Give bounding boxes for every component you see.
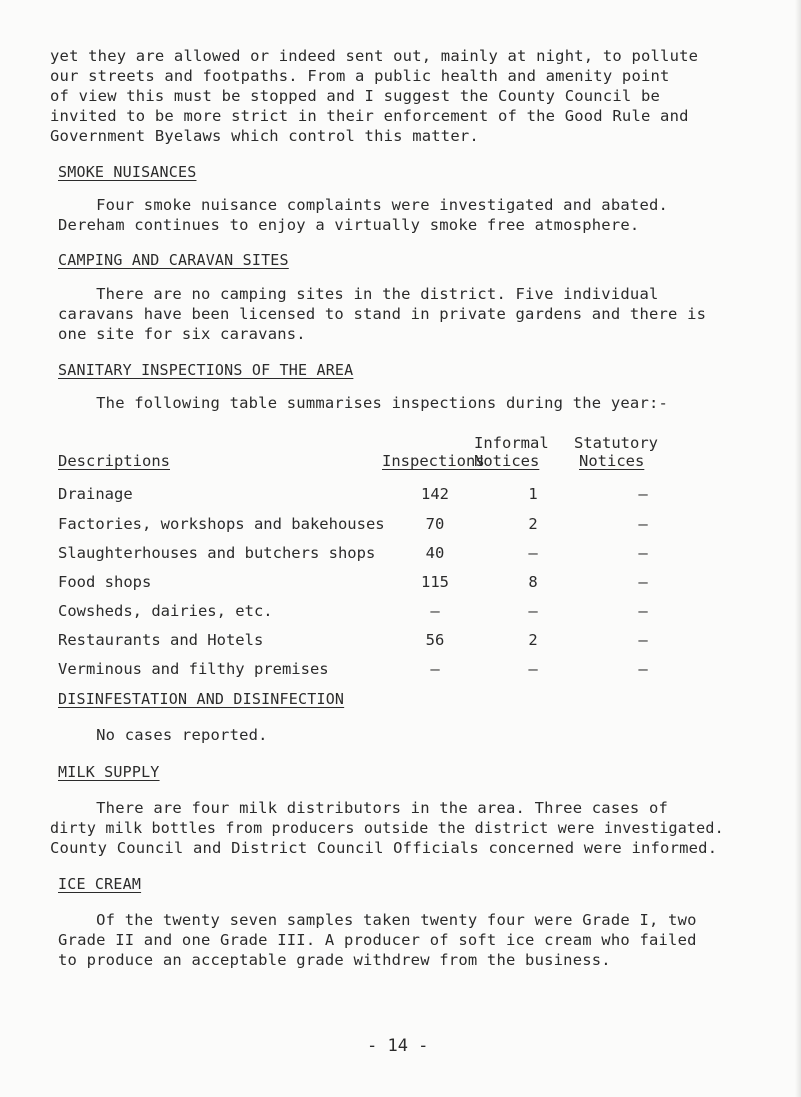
page-edge-shadow	[795, 0, 801, 1097]
milk-line: dirty milk bottles from producers outside the district were investigated.	[50, 819, 724, 837]
section-heading-milk: MILK SUPPLY	[58, 763, 160, 781]
ice-cream-line: to produce an acceptable grade withdrew from the business.	[58, 951, 611, 969]
row-informal: –	[528, 602, 538, 620]
row-statutory: –	[638, 631, 648, 649]
row-description: Food shops	[58, 573, 152, 591]
camping-line: caravans have been licensed to stand in private gardens and there is	[58, 305, 707, 323]
sanitary-intro: The following table summarises inspections during the year:-	[58, 394, 669, 412]
row-statutory: –	[638, 485, 648, 503]
section-heading-smoke: SMOKE NUISANCES	[58, 163, 197, 181]
table-row	[58, 515, 758, 537]
intro-line: our streets and footpaths. From a public health and amenity point	[50, 67, 670, 85]
header-inspections: Inspections	[382, 452, 485, 470]
header-informal-bottom: Notices	[474, 452, 540, 470]
row-statutory: –	[638, 544, 648, 562]
header-statutory-top: Statutory	[574, 434, 658, 452]
row-informal: 2	[528, 515, 538, 533]
row-description: Drainage	[58, 485, 133, 503]
section-heading-ice-cream: ICE CREAM	[58, 875, 142, 893]
section-heading-camping: CAMPING AND CARAVAN SITES	[58, 251, 289, 269]
page-number: - 14 -	[367, 1036, 429, 1056]
row-informal: 1	[528, 485, 538, 503]
row-informal: –	[528, 544, 538, 562]
row-informal: 2	[528, 631, 538, 649]
table-row	[58, 485, 758, 507]
smoke-line: Four smoke nuisance complaints were investigated and abated.	[58, 196, 669, 214]
table-row	[58, 602, 758, 624]
milk-line: County Council and District Council Officials concerned were informed.	[50, 839, 718, 857]
row-statutory: –	[638, 602, 648, 620]
row-informal: –	[528, 660, 538, 678]
table-row	[58, 660, 758, 682]
row-informal: 8	[528, 573, 538, 591]
row-description: Cowsheds, dairies, etc.	[58, 602, 273, 620]
header-statutory-bottom: Notices	[579, 452, 645, 470]
disinfestation-line: No cases reported.	[58, 726, 268, 744]
table-row	[58, 631, 758, 653]
row-inspections: 115	[421, 573, 449, 591]
intro-line: invited to be more strict in their enforcement of the Good Rule and	[50, 107, 689, 125]
table-row	[58, 544, 758, 566]
row-statutory: –	[638, 515, 648, 533]
row-statutory: –	[638, 573, 648, 591]
row-description: Verminous and filthy premises	[58, 660, 329, 678]
ice-cream-line: Of the twenty seven samples taken twenty four were Grade I, two	[58, 911, 697, 929]
section-heading-sanitary: SANITARY INSPECTIONS OF THE AREA	[58, 361, 354, 379]
intro-line: yet they are allowed or indeed sent out, mainly at night, to pollute	[50, 47, 699, 65]
intro-line: Government Byelaws which control this matter.	[50, 127, 479, 145]
camping-line: one site for six caravans.	[58, 325, 306, 343]
row-description: Factories, workshops and bakehouses	[58, 515, 385, 533]
row-description: Restaurants and Hotels	[58, 631, 264, 649]
milk-line: There are four milk distributors in the area. Three cases of	[58, 799, 669, 817]
table-row	[58, 573, 758, 595]
intro-line: of view this must be stopped and I suggest the County Council be	[50, 87, 661, 105]
row-inspections: 40	[425, 544, 445, 562]
row-inspections: 142	[421, 485, 449, 503]
camping-line: There are no camping sites in the district. Five individual	[58, 285, 659, 303]
row-inspections: –	[430, 602, 440, 620]
ice-cream-line: Grade II and one Grade III. A producer of soft ice cream who failed	[58, 931, 697, 949]
header-informal-top: Informal	[474, 434, 549, 452]
section-heading-disinfestation: DISINFESTATION AND DISINFECTION	[58, 690, 345, 708]
header-descriptions: Descriptions	[58, 452, 170, 470]
row-inspections: 56	[425, 631, 445, 649]
row-statutory: –	[638, 660, 648, 678]
row-description: Slaughterhouses and butchers shops	[58, 544, 376, 562]
smoke-line: Dereham continues to enjoy a virtually smoke free atmosphere.	[58, 216, 640, 234]
row-inspections: 70	[425, 515, 445, 533]
row-inspections: –	[430, 660, 440, 678]
